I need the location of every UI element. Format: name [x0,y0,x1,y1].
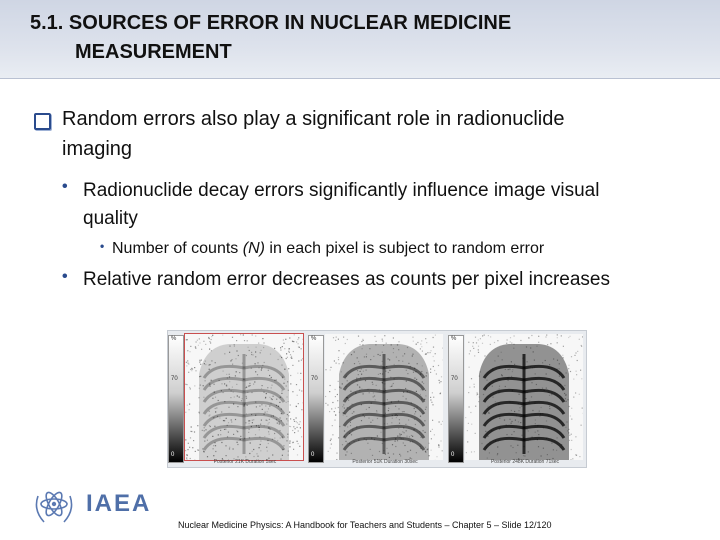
bullet-level2-line2: quality [83,208,138,229]
gray-scale-bar [308,335,324,463]
title-bar [0,0,720,79]
bullet-level3-suffix: in each pixel is subject to random error [264,240,545,257]
scan-panel-1 [168,331,306,467]
scintigraphy-figure [167,330,587,468]
scan-image-low-counts [185,334,303,460]
iaea-logo [30,482,78,530]
scale-tick-mid: 70 [451,376,458,382]
bullet-dot-icon: • [62,178,68,195]
scale-tick-top: % [311,336,317,342]
scale-tick-mid: 70 [171,376,178,382]
scan-panel-3 [448,331,586,467]
scale-tick-top: % [451,336,457,342]
scan-image-high-counts [465,334,583,460]
scan-caption-2: Posterior 51K Duration 30sec [352,459,418,465]
scale-tick-mid: 70 [311,376,318,382]
slide-footer: Nuclear Medicine Physics: A Handbook for Teachers and Students – Chapter 5 – Slide 12/120 [178,520,552,530]
gray-scale-bar [448,335,464,463]
bullet-dot-icon: • [62,268,68,285]
slide-title-line-1: 5.1. SOURCES OF ERROR IN NUCLEAR MEDICINE [30,12,512,34]
bullet-level2-line1: Radionuclide decay errors significantly influence image visual [83,180,600,201]
slide-title-line-2: MEASUREMENT [75,41,232,63]
bullet-level1-line2: imaging [62,138,133,160]
scale-tick-bottom: 0 [451,452,455,458]
atom-laurel-icon [30,482,78,530]
scale-tick-bottom: 0 [171,452,175,458]
iaea-wordmark: IAEA [86,490,152,517]
gray-scale-bar [168,335,184,463]
scale-tick-top: % [171,336,177,342]
scan-panel-2 [308,331,446,467]
scan-image-medium-counts [325,334,443,460]
bullet-level3-prefix: Number of counts [112,240,243,257]
bullet-level3-italic: (N) [242,240,265,257]
bullet-level1-line1: Random errors also play a significant role in radionuclide [62,108,565,130]
bullet-level2b: Relative random error decreases as counts per pixel increases [83,269,610,290]
scale-tick-bottom: 0 [311,452,315,458]
scan-caption-3: Posterior 248K Duration 71sec [490,459,560,465]
bullet-dot-icon: • [100,239,105,253]
scan-caption-1: Posterior 21K Duration 5sec [213,459,277,465]
checkbox-bullet-icon [34,113,51,130]
bullet-level3 [112,240,544,258]
